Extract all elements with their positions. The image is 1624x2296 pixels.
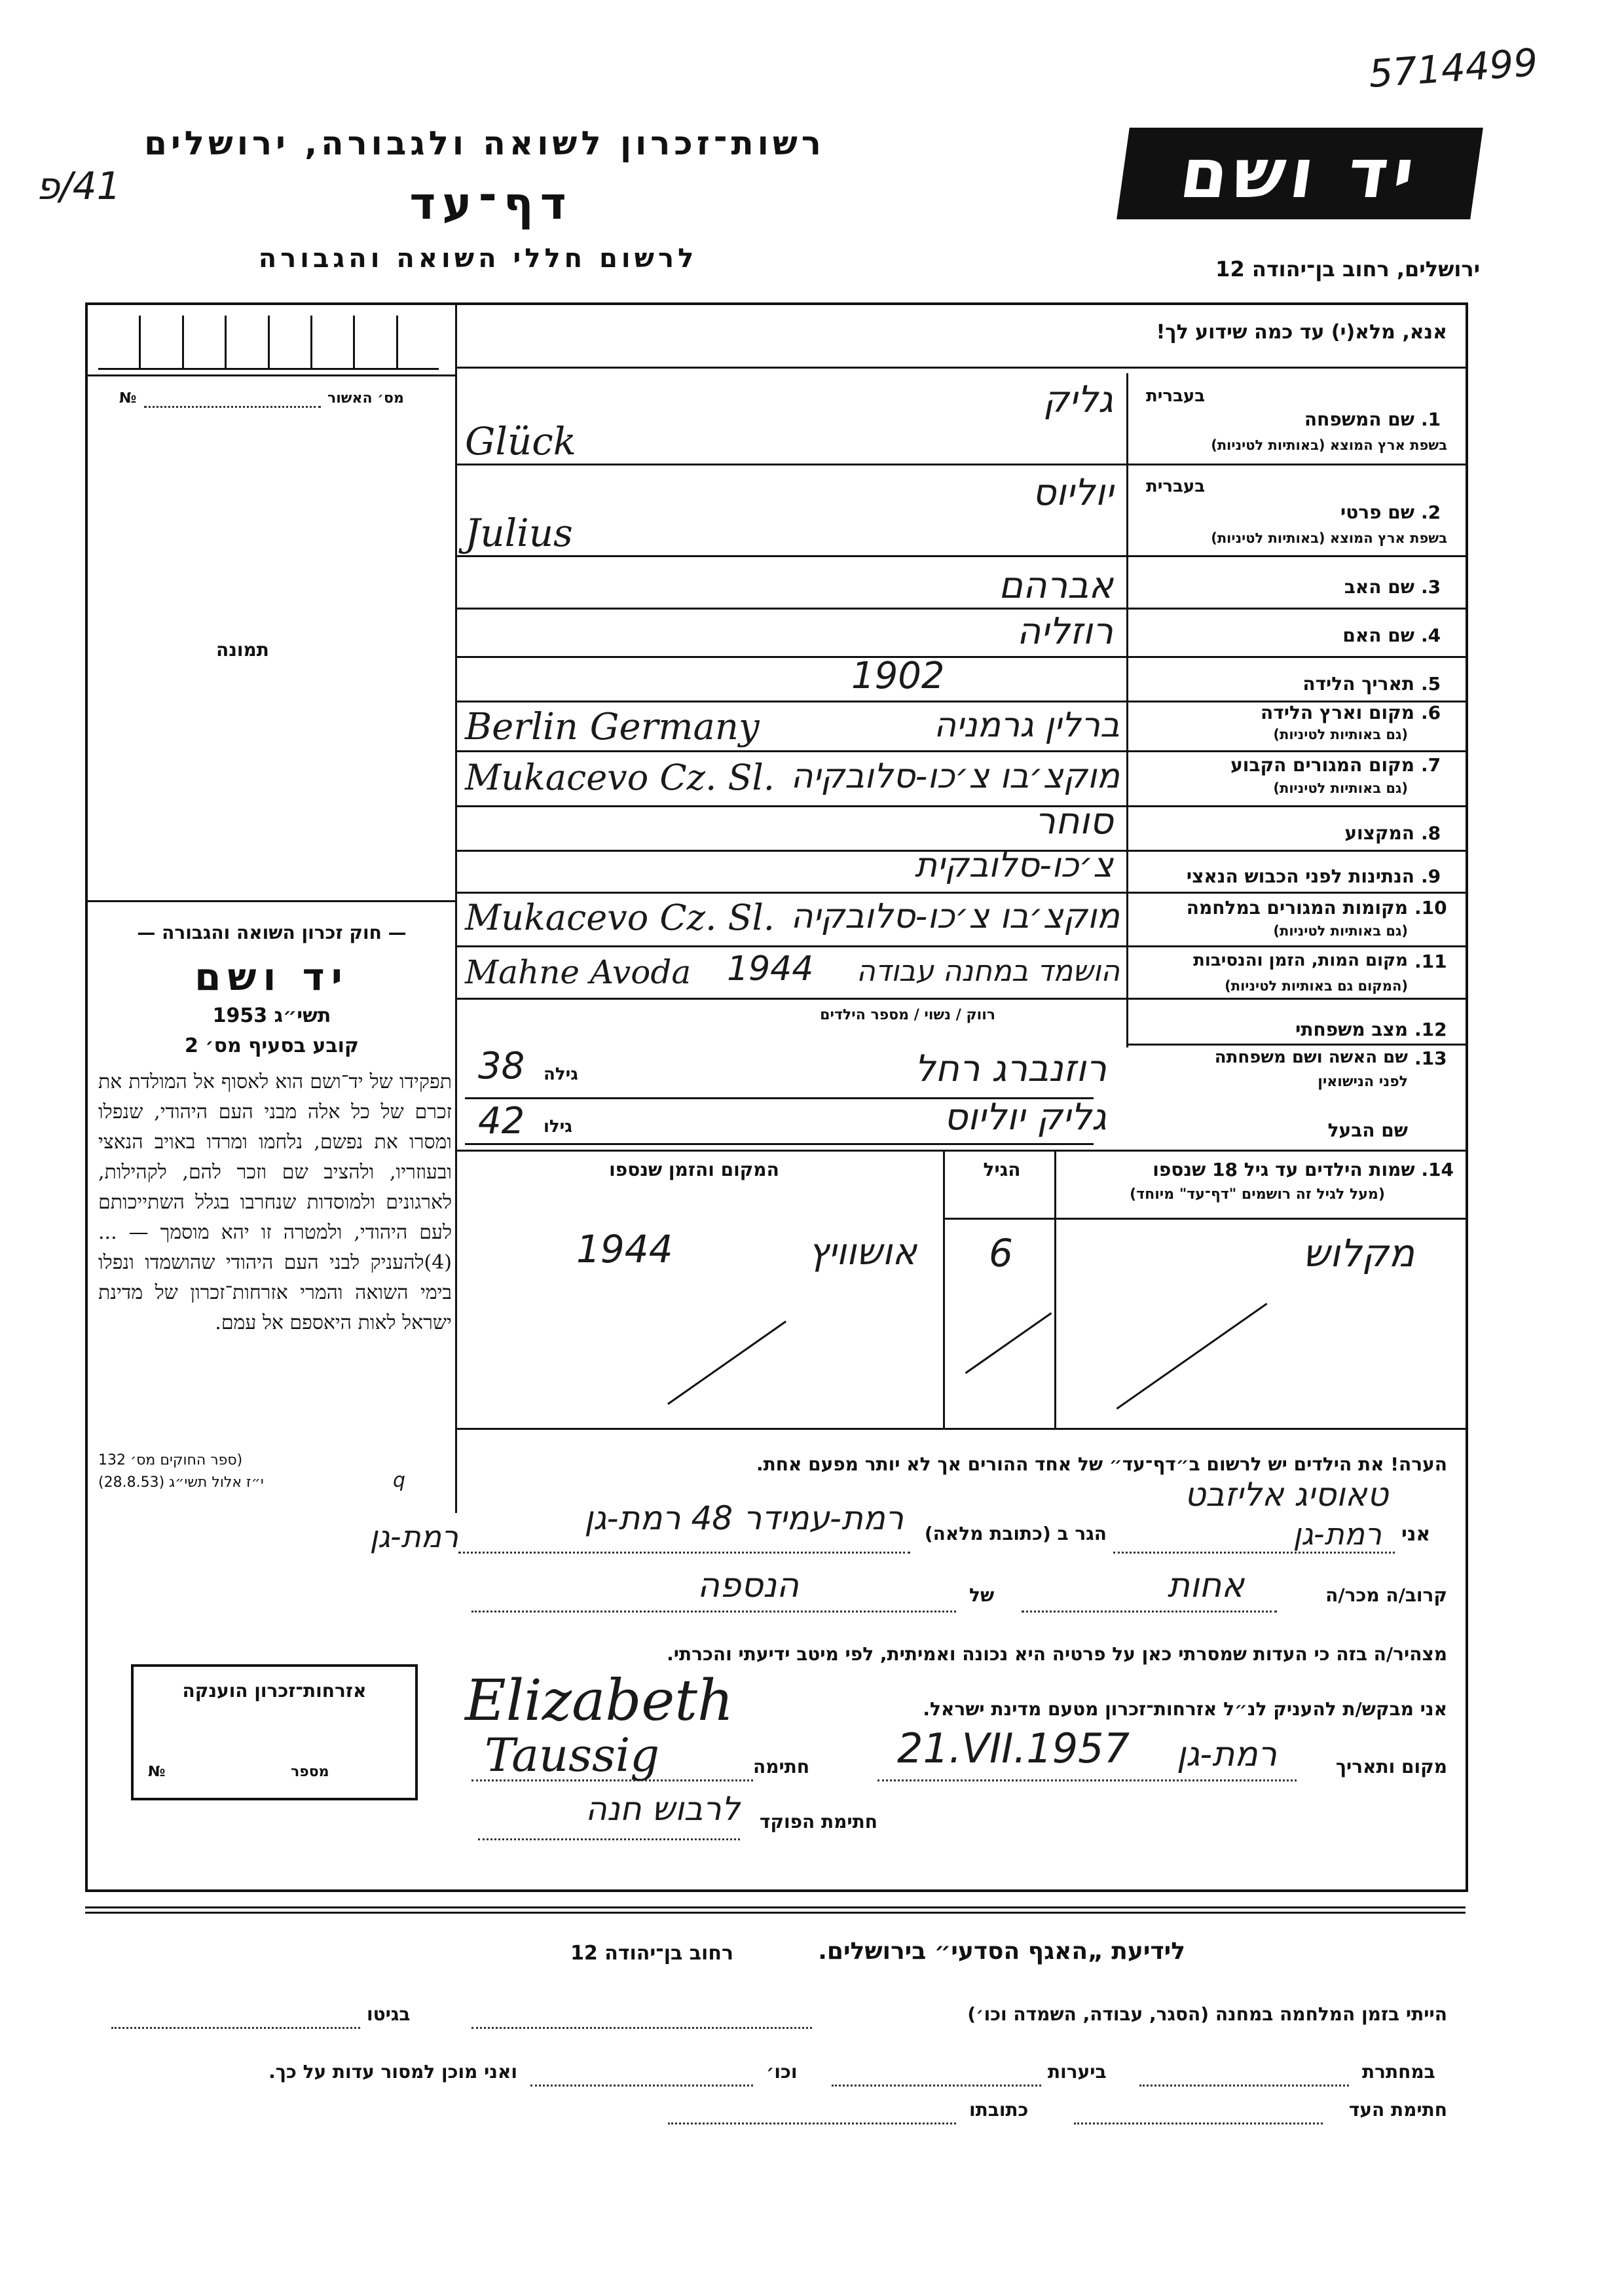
husband-label: שם הבעל: [1327, 1120, 1408, 1141]
cert-number-sign: №: [148, 1764, 166, 1780]
place-value: רמת-גן: [1176, 1735, 1277, 1774]
field-12-num: 12.: [1414, 1019, 1447, 1040]
archive-number: 5714499: [1367, 40, 1540, 96]
field-6-value-he: ברלין גרמניה: [934, 706, 1120, 745]
children-col-place: המקום והזמן שנספו: [609, 1159, 779, 1180]
witness-address-line: [458, 1552, 910, 1554]
field-11-label: מקום המות, הזמן והנסיבות: [1193, 951, 1408, 970]
field-10-num: 10.: [1414, 897, 1447, 919]
field-12-rule: [1126, 1044, 1466, 1046]
witness-name: טאוסיג אליזבט: [1184, 1476, 1388, 1514]
field-1-value-latin: Glück: [465, 419, 576, 464]
footer-line2-c: וכו׳: [766, 2061, 798, 2083]
photo-label: תמונה: [216, 639, 269, 661]
field-7-value-latin: Mukacevo Cz. Sl.: [465, 757, 775, 798]
field-8-value: סוחר: [1035, 800, 1113, 843]
footer-rule-2: [85, 1912, 1466, 1914]
field-10-value-latin: Mukacevo Cz. Sl.: [465, 897, 775, 938]
remark-text: הערה! את הילדים יש לרשום ב״דף־עד״ של אחד ההורים אך לא יותר מפעם אחת.: [756, 1453, 1447, 1475]
footer-line3-dots-1: [1074, 2123, 1323, 2124]
field-13-num: 13.: [1414, 1048, 1447, 1069]
children-top-rule: [455, 1150, 1466, 1152]
husband-age: 42: [478, 1100, 525, 1142]
witness-relation-line: [1022, 1611, 1277, 1613]
field-3-value: אברהם: [998, 564, 1113, 607]
field-12-options: רווק / נשוי / מספר הילדים: [820, 1007, 995, 1023]
field-8-num: 8.: [1421, 822, 1441, 844]
children-header-rule: [943, 1218, 1466, 1220]
witness-of-value: הנספה: [697, 1566, 799, 1605]
field-10-value-he: מוקצ׳בו צ׳כו-סלובקיה: [790, 897, 1120, 936]
field-11-value-he: הושמד במחנה עבודה: [857, 955, 1120, 988]
field-2-label: שם פרטי: [1340, 501, 1414, 523]
child-1-place: אושוויץ: [808, 1231, 917, 1273]
field-5-label: תאריך הלידה: [1302, 673, 1414, 695]
field-13-age: 38: [478, 1045, 525, 1087]
field-11-sub: (המקום גם באותיות לטיניות): [1225, 978, 1408, 994]
place-date-label: מקום ותאריך: [1335, 1756, 1447, 1777]
field-5-num: 5.: [1421, 673, 1441, 695]
witness-signature-2: Taussig: [485, 1728, 660, 1782]
officer-label: חתימת הפוקד: [759, 1811, 877, 1832]
children-col-age: הגיל: [983, 1159, 1021, 1180]
field-12-label: מצב משפחתי: [1295, 1019, 1408, 1040]
footer-line3-a: חתימת העד: [1348, 2099, 1447, 2121]
field-13-age-label: גילה: [544, 1065, 578, 1084]
law-section: קובע בסעיף מס׳ 2: [184, 1034, 360, 1057]
left-panel-rule-2: [88, 900, 456, 902]
footer-rule-1: [85, 1906, 1466, 1908]
footer-line1-dots-2: [111, 2027, 360, 2029]
children-col-rule-2: [943, 1150, 945, 1428]
field-6-label: מקום וארץ הלידה: [1261, 702, 1414, 723]
footer-title: לידיעת „האגף הסדעי״ בירושלים.: [818, 1938, 1185, 1965]
field-11-num: 11.: [1414, 951, 1447, 972]
field-6-value-latin: Berlin Germany: [465, 706, 760, 748]
field-1-sub-latin: בשפת ארץ המוצא (באותיות לטיניות): [1211, 437, 1447, 453]
law-title: — חוק זכרון השואה והגבורה —: [137, 922, 407, 943]
field-2-sub-he: בעברית: [1146, 477, 1206, 496]
witness-declare: מצהיר/ה בזה כי העדות שמסרתי כאן על פרטיה היא נכונה ואמיתית, לפי מיטב ידיעתי והכרתי.: [667, 1643, 1447, 1665]
footer-line3-dots-2: [668, 2123, 956, 2124]
field-5-value: 1902: [851, 655, 945, 697]
approval-no: №: [119, 390, 137, 407]
law-year: תשי״ג 1953: [212, 1004, 331, 1027]
witness-i-label: אני: [1401, 1523, 1431, 1546]
footer-line2-dots-3: [530, 2085, 753, 2086]
approval-line: [144, 406, 321, 408]
field-1-sub-he: בעברית: [1146, 386, 1206, 406]
witness-resides-label: הגר ב (כתובת מלאה): [924, 1523, 1107, 1544]
form-subtitle: לרשום חללי השואה והגבורה: [258, 244, 698, 274]
footer-line1-dots: [471, 2027, 812, 2029]
field-9-label: הנתינות לפני הכבוש הנאצי: [1186, 866, 1414, 887]
witness-of-label: של: [969, 1584, 995, 1606]
yad-vashem-logo: יד ושם: [1116, 128, 1483, 219]
child-1-year: 1944: [576, 1227, 673, 1271]
sign-line: [471, 1779, 753, 1781]
certificate-box: [131, 1664, 418, 1800]
field-2-value-latin: Julius: [465, 511, 573, 555]
field-8-label: המקצוע: [1344, 822, 1414, 844]
witness-address: רמת-עמידר 48 רמת-גן: [584, 1499, 904, 1537]
field-4-label: שם האם: [1342, 625, 1414, 646]
law-text: תפקידו של יד־ושם הוא לאסוף אל המולדת את זכרם של כל אלה מבני העם היהודי, שנפלו ומסרו את נפשם, נלחמו ומרדו באויב הנאצי ובעוזריו, ולהציב שם וזכר להם, לקהילות, לארגונים ולמוסדות שנחרבו בגלל השתייכותם לעם היהודי, ולמטרה זו יהא מוסמך — ...(4)להעניק לבני העם היהודי שהושמדו ונפלו בימי השואה והמרי אזרחות־זכרון של מדינת ישראל לאות היאספם אל עמם.: [98, 1070, 452, 1334]
org-name: רשות־זכרון לשואה ולגבורה, ירושלים: [144, 124, 825, 162]
field-10-sub: (גם באותיות לטיניות): [1273, 923, 1408, 939]
intro-text: אנא, מלא(י) עד כמה שידוע לך!: [1156, 321, 1447, 344]
date-value: 21.VII.1957: [897, 1724, 1130, 1772]
approval-label: מס׳ האשור: [327, 390, 404, 407]
children-col-rule-1: [1054, 1150, 1056, 1428]
children-title: 14. שמות הילדים עד גיל 18 שנספו: [1153, 1159, 1454, 1180]
field-9-num: 9.: [1421, 866, 1441, 887]
field-2-value-he: יוליוס: [1032, 471, 1113, 514]
margin-code: 41/פ: [36, 164, 121, 208]
field-7-value-he: מוקצ׳בו צ׳כו-סלובקיה: [790, 757, 1120, 796]
footer-line2-d: ואני מוכן למסור עדות על כך.: [268, 2061, 517, 2083]
field-7-num: 7.: [1421, 754, 1441, 776]
field-4-num: 4.: [1421, 625, 1441, 646]
field-3-label: שם האב: [1344, 576, 1414, 598]
field-13-sub: לפני הנישואין: [1318, 1074, 1408, 1090]
field-6-num: 6.: [1421, 702, 1441, 723]
witness-name-line: [1113, 1552, 1395, 1554]
field-9-value: צ׳כו-סלובקית: [914, 846, 1113, 885]
field-2-num: 2.: [1421, 501, 1441, 523]
field-1-rule: [455, 464, 1466, 465]
husband-value: גליק יוליוס: [944, 1096, 1107, 1139]
field-2-rule: [455, 555, 1466, 557]
field-3-rule: [455, 608, 1466, 610]
field-11-value-latin: Mahne Avoda: [465, 953, 692, 991]
field-10-rule: [455, 945, 1466, 947]
witness-request: אני מבקש/ת להעניק לנ״ל אזרחות־זכרון מטעם מדינת ישראל.: [923, 1698, 1447, 1720]
field-6-rule: [455, 750, 1466, 752]
child-1-name: מקלוש: [1302, 1231, 1414, 1275]
field-6-sub: (גם באותיות לטיניות): [1273, 727, 1408, 742]
cert-title: אזרחות־זכרון הוענקה: [182, 1680, 367, 1702]
witness-signature-1: Elizabeth: [465, 1668, 734, 1734]
sign-label: חתימה: [753, 1756, 810, 1777]
law-ref-2: י״ז אלול תשי״ג (28.8.53): [98, 1474, 264, 1491]
law-name: יד ושם: [194, 955, 349, 999]
footer-line3-b: כתובתו: [969, 2099, 1029, 2121]
footer-address: רחוב בן־יהודה 12: [570, 1942, 733, 1965]
witness-city-above: רמת-גן: [1293, 1516, 1382, 1552]
footer-line2-dots-2: [832, 2085, 1041, 2086]
field-11-rule: [455, 998, 1466, 1000]
field-1-label: שם המשפחה: [1304, 409, 1414, 430]
field-10-label: מקומות המגורים במלחמה: [1186, 897, 1408, 919]
law-ref-1: (ספר החוקים מס׳ 132: [98, 1452, 243, 1468]
husband-rule: [465, 1143, 1094, 1145]
law-ref-q: q: [393, 1469, 406, 1492]
field-7-sub: (גם באותיות לטיניות): [1273, 780, 1408, 796]
field-4-rule: [455, 656, 1466, 658]
footer-line1-a: הייתי בזמן המלחמה במחנה (הסגר, עבודה, השמדה וכו׳): [967, 2003, 1447, 2025]
intro-rule: [455, 367, 1466, 369]
frame-divider: [455, 305, 457, 1513]
place-date-line: [877, 1779, 1297, 1781]
logo-address: ירושלים, רחוב בן־יהודה 12: [1215, 257, 1480, 282]
tally-boxes: [98, 316, 439, 370]
form-title: דף־עד: [409, 178, 573, 230]
field-13-label: שם האשה ושם משפחתה: [1214, 1048, 1408, 1067]
witness-relation-label: קרוב/ה מכר/ה: [1325, 1584, 1447, 1606]
child-1-age: 6: [989, 1231, 1013, 1275]
husband-age-label: גילו: [544, 1117, 572, 1137]
officer-line: [478, 1838, 740, 1840]
footer-line2-dots-1: [1139, 2085, 1349, 2086]
field-11-value-year: 1944: [727, 949, 814, 989]
cert-number-label: מספר: [291, 1764, 329, 1780]
witness-city: רמת-גן: [369, 1519, 458, 1554]
field-9-rule: [455, 892, 1466, 894]
field-1-num: 1.: [1421, 409, 1441, 430]
field-3-num: 3.: [1421, 576, 1441, 598]
children-note: (מעל לגיל זה רושמים "דף־עד" מיוחד): [1130, 1186, 1385, 1203]
officer-value: לרבוש חנה: [585, 1790, 740, 1828]
field-13-value: רוזנברג רחל: [914, 1048, 1107, 1090]
field-4-value: רוזליה: [1016, 610, 1113, 653]
field-7-label: מקום המגורים הקבוע: [1230, 754, 1414, 776]
field-1-value-he: גליק: [1043, 378, 1113, 421]
children-bottom-rule: [455, 1428, 1466, 1430]
witness-of-line: [471, 1611, 956, 1613]
left-panel-rule: [88, 374, 456, 376]
footer-line1-b: בגיטו: [367, 2003, 411, 2025]
footer-line2-b: ביערות: [1048, 2061, 1107, 2083]
field-2-sub-latin: בשפת ארץ המוצא (באותיות לטיניות): [1211, 530, 1447, 546]
witness-relation: אחות: [1167, 1566, 1244, 1605]
footer-line2-a: במחתרת: [1362, 2061, 1435, 2083]
